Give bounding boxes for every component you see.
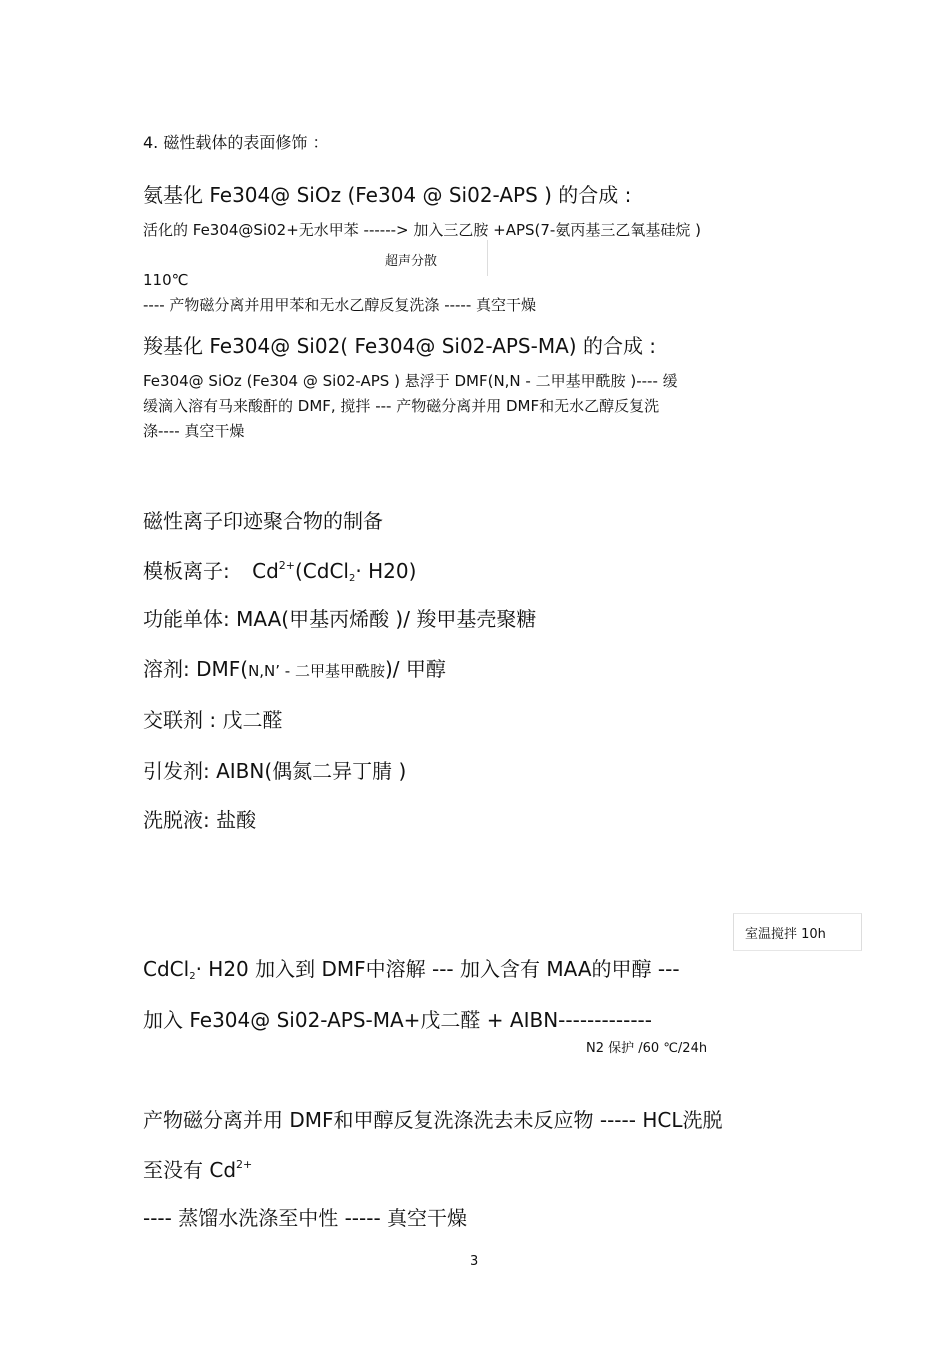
procedure-line-3: 产物磁分离并用 DMF和甲醇反复洗涤洗去未反应物 ----- HCL洗脱 (143, 1108, 723, 1132)
polymer-section-title: 磁性离子印迹聚合物的制备 (143, 509, 383, 533)
template-ion-line (143, 555, 416, 584)
carboxyl-step-line-2: 缓滴入溶有马来酸酐的 DMF, 搅拌 --- 产物磁分离并用 DMF和无水乙醇反复洗 (143, 397, 660, 415)
cdcl-subscript: 2 (348, 573, 356, 584)
eluent-line: 洗脱液: 盐酸 (143, 808, 257, 832)
divider (487, 240, 488, 276)
amino-step-line: 活化的 Fe304@Si02+无水甲苯 ------> 加入三乙胺 +APS(7-氨丙基三乙氧基硅烷 ) (143, 221, 701, 239)
ultrasonic-note: 超声分散 (385, 254, 438, 269)
section-heading: 4. 磁性载体的表面修饰 ： (143, 133, 329, 152)
cd-symbol: Cd (252, 559, 279, 583)
stir-note: 室温搅拌 10h (745, 927, 826, 942)
carboxyl-title: 羧基化 Fe304@ Si02( Fe304@ Si02-APS-MA) 的合成 : (143, 334, 657, 358)
template-ion-label: 模板离子: (143, 559, 230, 583)
carboxyl-step-line-3: 涤---- 真空干燥 (143, 422, 245, 440)
solvent-detail: N,N’ - 二甲基甲酰胺 (248, 662, 385, 680)
cdcl-sub: 2 (189, 971, 196, 982)
page-number: 3 (470, 1254, 479, 1269)
hydrate: · H20) (355, 559, 417, 583)
cd-charge-2: 2+ (236, 1158, 253, 1171)
amino-step-line-2: ---- 产物磁分离并用甲苯和无水乙醇反复洗涤 ----- 真空干燥 (143, 296, 537, 314)
monomer-line: 功能单体: MAA(甲基丙烯酸 )/ 羧甲基壳聚糖 (143, 607, 537, 631)
solvent-label: 溶剂: DMF( (143, 657, 249, 681)
procedure-line-5: ---- 蒸馏水洗涤至中性 ----- 真空干燥 (143, 1206, 468, 1230)
procedure-text: · H20 加入到 DMF中溶解 --- 加入含有 MAA的甲醇 --- (195, 957, 680, 981)
cd-charge: 2+ (278, 559, 295, 572)
nitrogen-note: N2 保护 /60 ℃/24h (586, 1041, 708, 1056)
procedure-line-1 (143, 953, 680, 982)
crosslinker-line: 交联剂 : 戊二醛 (143, 708, 283, 732)
procedure-line-2: 加入 Fe304@ Si02-APS-MA+戊二醛 + AIBN------------- (143, 1008, 652, 1032)
cdcl-formula: (CdCl (295, 559, 349, 583)
temperature-note: 110℃ (143, 271, 189, 289)
amino-title: 氨基化 Fe304@ SiOz (Fe304 @ Si02-APS ) 的合成 : (143, 183, 632, 207)
cdcl-text: CdCl (143, 957, 190, 981)
initiator-line: 引发剂: AIBN(偶氮二异丁腈 ) (143, 759, 407, 783)
carboxyl-step-line-1: Fe304@ SiOz (Fe304 @ Si02-APS ) 悬浮于 DMF(N,N - 二甲基甲酰胺 )---- 缓 (143, 372, 678, 390)
procedure-line-4 (143, 1154, 252, 1183)
solvent-end: )/ 甲醇 (385, 657, 446, 681)
cd-text: 至没有 Cd (143, 1158, 237, 1182)
solvent-line (143, 653, 446, 682)
